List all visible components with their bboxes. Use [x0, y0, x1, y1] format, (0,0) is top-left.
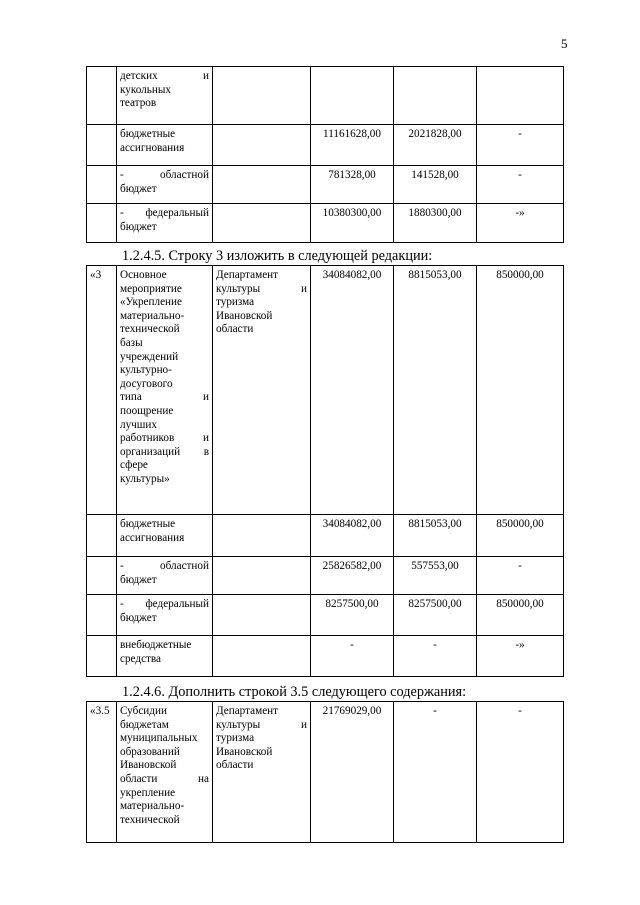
- cell-text-line: [120, 773, 209, 787]
- cell-word: областной: [160, 560, 209, 572]
- cell-text-line: «Укрепление: [120, 296, 182, 309]
- cell-text-line: культурно-: [120, 364, 172, 377]
- cell-description: [117, 166, 213, 204]
- section-heading-1.2.4.5: 1.2.4.5. Строку 3 изложить в следующей редакции:: [122, 248, 433, 264]
- cell-text-line: бюджет: [120, 611, 157, 624]
- cell-word: областной: [160, 169, 209, 181]
- cell-text-line: [120, 391, 209, 405]
- cell-number: [87, 557, 117, 595]
- table1-body: [87, 67, 564, 243]
- cell-text-line: базы: [120, 336, 143, 349]
- cell-text-line: Ивановской: [216, 745, 273, 758]
- cell-number: [87, 595, 117, 636]
- section-heading-1.2.4.6: 1.2.4.6. Дополнить строкой 3.5 следующего содержания:: [122, 684, 467, 700]
- page-number: 5: [561, 36, 568, 51]
- cell-amount-v2: 8257500,00: [394, 595, 477, 636]
- table-row-3.5: [86, 701, 564, 843]
- cell-amount-v3: -»: [477, 204, 564, 243]
- table-continuation: [86, 66, 564, 243]
- cell-description: [117, 557, 213, 595]
- cell-amount-v3: [477, 67, 564, 125]
- cell-text-line: Субсидии: [120, 705, 167, 717]
- cell-text-line: мероприятие: [120, 282, 182, 295]
- table-row: [87, 266, 564, 515]
- cell-text-line: [120, 560, 209, 574]
- table-row: [87, 67, 564, 125]
- cell-department: [213, 125, 311, 166]
- cell-text-line: кукольных: [120, 83, 171, 96]
- cell-department: [213, 702, 311, 843]
- table-row: [87, 557, 564, 595]
- cell-amount-v2: 1880300,00: [394, 204, 477, 243]
- table-row: [87, 595, 564, 636]
- cell-word: и: [203, 391, 209, 404]
- cell-text-line: Департамент: [216, 705, 279, 717]
- cell-text-line: [216, 719, 307, 733]
- cell-amount-v3: -: [477, 125, 564, 166]
- cell-text-line: туризма: [216, 732, 255, 745]
- table-row: [87, 515, 564, 557]
- cell-amount-v3: -»: [477, 636, 564, 677]
- cell-text-line: бюджетам: [120, 718, 169, 731]
- cell-description: [117, 636, 213, 677]
- cell-department: [213, 67, 311, 125]
- cell-word: на: [198, 772, 209, 785]
- cell-number: «3: [87, 266, 117, 515]
- cell-description: [117, 515, 213, 557]
- cell-text-line: поощрение: [120, 404, 174, 417]
- cell-text-line: средства: [120, 652, 162, 665]
- cell-amount-v1: 10380300,00: [311, 204, 394, 243]
- cell-text-line: материально-: [120, 800, 185, 813]
- cell-word: работников: [120, 432, 175, 445]
- table2-body: [87, 266, 564, 677]
- cell-department: [213, 266, 311, 515]
- cell-text-line: Ивановской: [120, 759, 177, 772]
- cell-description: [117, 266, 213, 515]
- cell-word: и: [301, 718, 307, 731]
- cell-amount-v3: 850000,00: [477, 595, 564, 636]
- cell-text-line: бюджет: [120, 573, 157, 586]
- cell-text-line: бюджетные: [120, 518, 176, 530]
- cell-text-line: [120, 446, 209, 460]
- cell-word: типа: [120, 391, 142, 404]
- cell-word: федеральный: [145, 598, 209, 610]
- table-row: [87, 125, 564, 166]
- cell-text-line: внебюджетные: [120, 639, 192, 651]
- cell-department: [213, 595, 311, 636]
- cell-word: и: [203, 432, 209, 445]
- cell-text-line: [120, 70, 209, 84]
- cell-number: [87, 204, 117, 243]
- cell-amount-v2: 557553,00: [394, 557, 477, 595]
- cell-number: «3.5: [87, 702, 117, 843]
- cell-text-line: лучших: [120, 418, 157, 431]
- cell-amount-v1: [311, 67, 394, 125]
- table-row: [87, 204, 564, 243]
- cell-amount-v1: -: [311, 636, 394, 677]
- cell-word: -: [120, 598, 124, 610]
- cell-description: [117, 204, 213, 243]
- cell-department: [213, 166, 311, 204]
- cell-text-line: материально-: [120, 309, 185, 322]
- cell-amount-v3: 850000,00: [477, 515, 564, 557]
- cell-text-line: досугового: [120, 377, 173, 390]
- cell-description: [117, 702, 213, 843]
- cell-text-line: культуры»: [120, 472, 170, 485]
- cell-word: -: [120, 560, 124, 572]
- cell-amount-v1: 25826582,00: [311, 557, 394, 595]
- cell-amount-v2: 141528,00: [394, 166, 477, 204]
- cell-amount-v2: 2021828,00: [394, 125, 477, 166]
- cell-amount-v1: 8257500,00: [311, 595, 394, 636]
- table-row: [87, 702, 564, 843]
- cell-description: [117, 595, 213, 636]
- cell-amount-v3: -: [477, 166, 564, 204]
- cell-number: [87, 125, 117, 166]
- cell-word: федеральный: [145, 207, 209, 219]
- table-row: [87, 166, 564, 204]
- cell-text-line: укрепление: [120, 786, 176, 799]
- cell-amount-v1: 34084082,00: [311, 515, 394, 557]
- cell-amount-v3: -: [477, 702, 564, 843]
- cell-text-line: туризма: [216, 296, 255, 309]
- cell-word: культуры: [216, 282, 261, 295]
- cell-amount-v1: 11161628,00: [311, 125, 394, 166]
- cell-amount-v2: 8815053,00: [394, 515, 477, 557]
- cell-amount-v1: 781328,00: [311, 166, 394, 204]
- cell-number: [87, 515, 117, 557]
- cell-text-line: бюджет: [120, 182, 157, 195]
- cell-description: [117, 125, 213, 166]
- cell-text-line: образований: [120, 745, 180, 758]
- cell-amount-v2: 8815053,00: [394, 266, 477, 515]
- cell-text-line: области: [216, 759, 254, 772]
- cell-text-line: ассигнования: [120, 141, 185, 154]
- cell-word: области: [120, 772, 158, 785]
- cell-text-line: технической: [120, 323, 180, 336]
- cell-text-line: [216, 283, 307, 297]
- cell-text-line: [120, 432, 209, 446]
- cell-number: [87, 636, 117, 677]
- cell-text-line: Департамент: [216, 269, 279, 281]
- table-row-3: [86, 265, 564, 677]
- cell-word: и: [203, 70, 209, 82]
- cell-department: [213, 557, 311, 595]
- cell-word: -: [120, 207, 124, 219]
- cell-text-line: [120, 169, 209, 183]
- cell-amount-v1: 21769029,00: [311, 702, 394, 843]
- cell-word: в: [203, 445, 209, 458]
- cell-text-line: [120, 207, 209, 221]
- cell-word: и: [301, 282, 307, 295]
- cell-text-line: бюджетные: [120, 128, 176, 140]
- cell-text-line: муниципальных: [120, 732, 198, 745]
- cell-text-line: сфере: [120, 459, 148, 472]
- cell-text-line: Основное: [120, 269, 167, 281]
- cell-text-line: ассигнования: [120, 531, 185, 544]
- cell-amount-v2: [394, 67, 477, 125]
- table-row: [87, 636, 564, 677]
- table3-body: [87, 702, 564, 843]
- cell-amount-v2: -: [394, 636, 477, 677]
- cell-number: [87, 67, 117, 125]
- cell-amount-v3: 850000,00: [477, 266, 564, 515]
- cell-text-line: бюджет: [120, 220, 157, 233]
- cell-word: -: [120, 169, 124, 181]
- cell-text-line: [120, 598, 209, 612]
- cell-department: [213, 515, 311, 557]
- cell-word: культуры: [216, 718, 261, 731]
- cell-text-line: учреждений: [120, 350, 179, 363]
- cell-department: [213, 204, 311, 243]
- cell-amount-v1: 34084082,00: [311, 266, 394, 515]
- cell-description: [117, 67, 213, 125]
- cell-department: [213, 636, 311, 677]
- cell-text-line: Ивановской: [216, 309, 273, 322]
- cell-text-line: области: [216, 323, 254, 336]
- cell-text-line: технической: [120, 813, 180, 826]
- cell-text-line: театров: [120, 97, 157, 110]
- cell-amount-v3: -: [477, 557, 564, 595]
- cell-word: детских: [120, 70, 158, 82]
- cell-word: организаций: [120, 445, 181, 458]
- cell-number: [87, 166, 117, 204]
- cell-amount-v2: -: [394, 702, 477, 843]
